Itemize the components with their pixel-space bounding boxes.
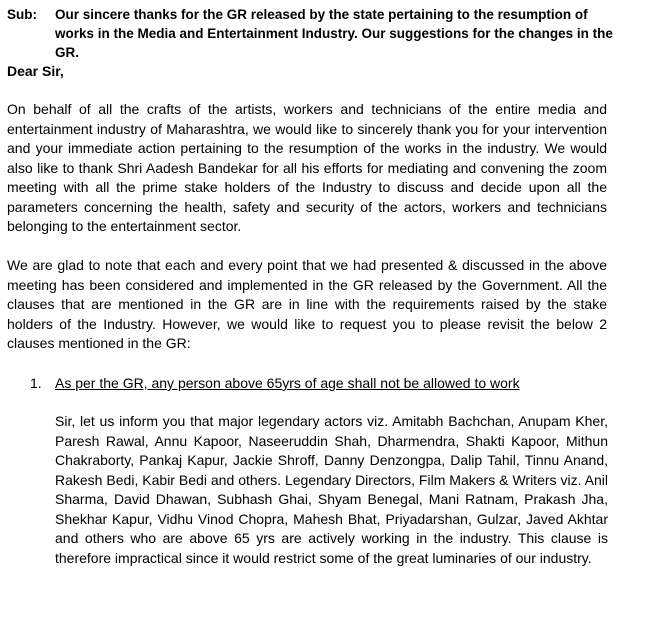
list-heading: As per the GR, any person above 65yrs of age shall not be allowed to work [55, 375, 520, 391]
subject-label: Sub: [7, 7, 37, 22]
paragraph-thanks: On behalf of all the crafts of the artists, workers and technicians of the entire media and entertainment industry of Maharashtra, we would like to sincerely thank you for your intervention and your immediate action pertaining to the resumption of the works in the industry. We would also like to thank Shri Aadesh Bandekar for all his efforts for mediating and convening the zoom meeting with all the prime stake holders of the Industry to discuss and decide upon all the parameters concerning the health, safety and security of the actors, workers and technicians belonging to the entertainment sector. [7, 101, 607, 234]
list-number: 1. [30, 375, 42, 391]
subject-text: Our sincere thanks for the GR released by the state pertaining to the resumption of works in the Media and Entertainment Industry. Our suggestions for the changes in the GR. [55, 7, 613, 60]
salutation: Dear Sir, [7, 63, 64, 79]
list-item-body: Sir, let us inform you that major legendary actors viz. Amitabh Bachchan, Anupam Kher, Paresh Rawal, Annu Kapoor, Naseeruddin Shah, Dharmendra, Shakti Kapoor, Mithun Chakraborty, Pankaj Kapur, Jackie Shroff, Danny Denzongpa, Dalip Tahil, Tinnu Anand, Rakesh Bedi, Kabir Bedi and others. Legendary Directors, Film Makers & Writers viz. Anil Sharma, David Dhawan, Subhash Ghai, Shyam Benegal, Mani Ratnam, Prakash Jha, Shekhar Kapur, Vidhu Vinod Chopra, Mahesh Bhat, Priyadarshan, Gulzar, Javed Akhtar and others who are above 65 yrs are actively working in the industry. This clause is therefore impractical since it would restrict some of the great luminaries of our industry. [55, 413, 608, 566]
paragraph-request: We are glad to note that each and every point that we had presented & discussed in the above meeting has been considered and implemented in the GR released by the Government. All the clauses that are mentioned in the GR are in line with the requirements raised by the stake holders of the Industry. However, we would like to request you to please revisit the below 2 clauses mentioned in the GR: [7, 257, 607, 351]
subject-line [7, 5, 617, 62]
list-item-heading [30, 374, 610, 394]
